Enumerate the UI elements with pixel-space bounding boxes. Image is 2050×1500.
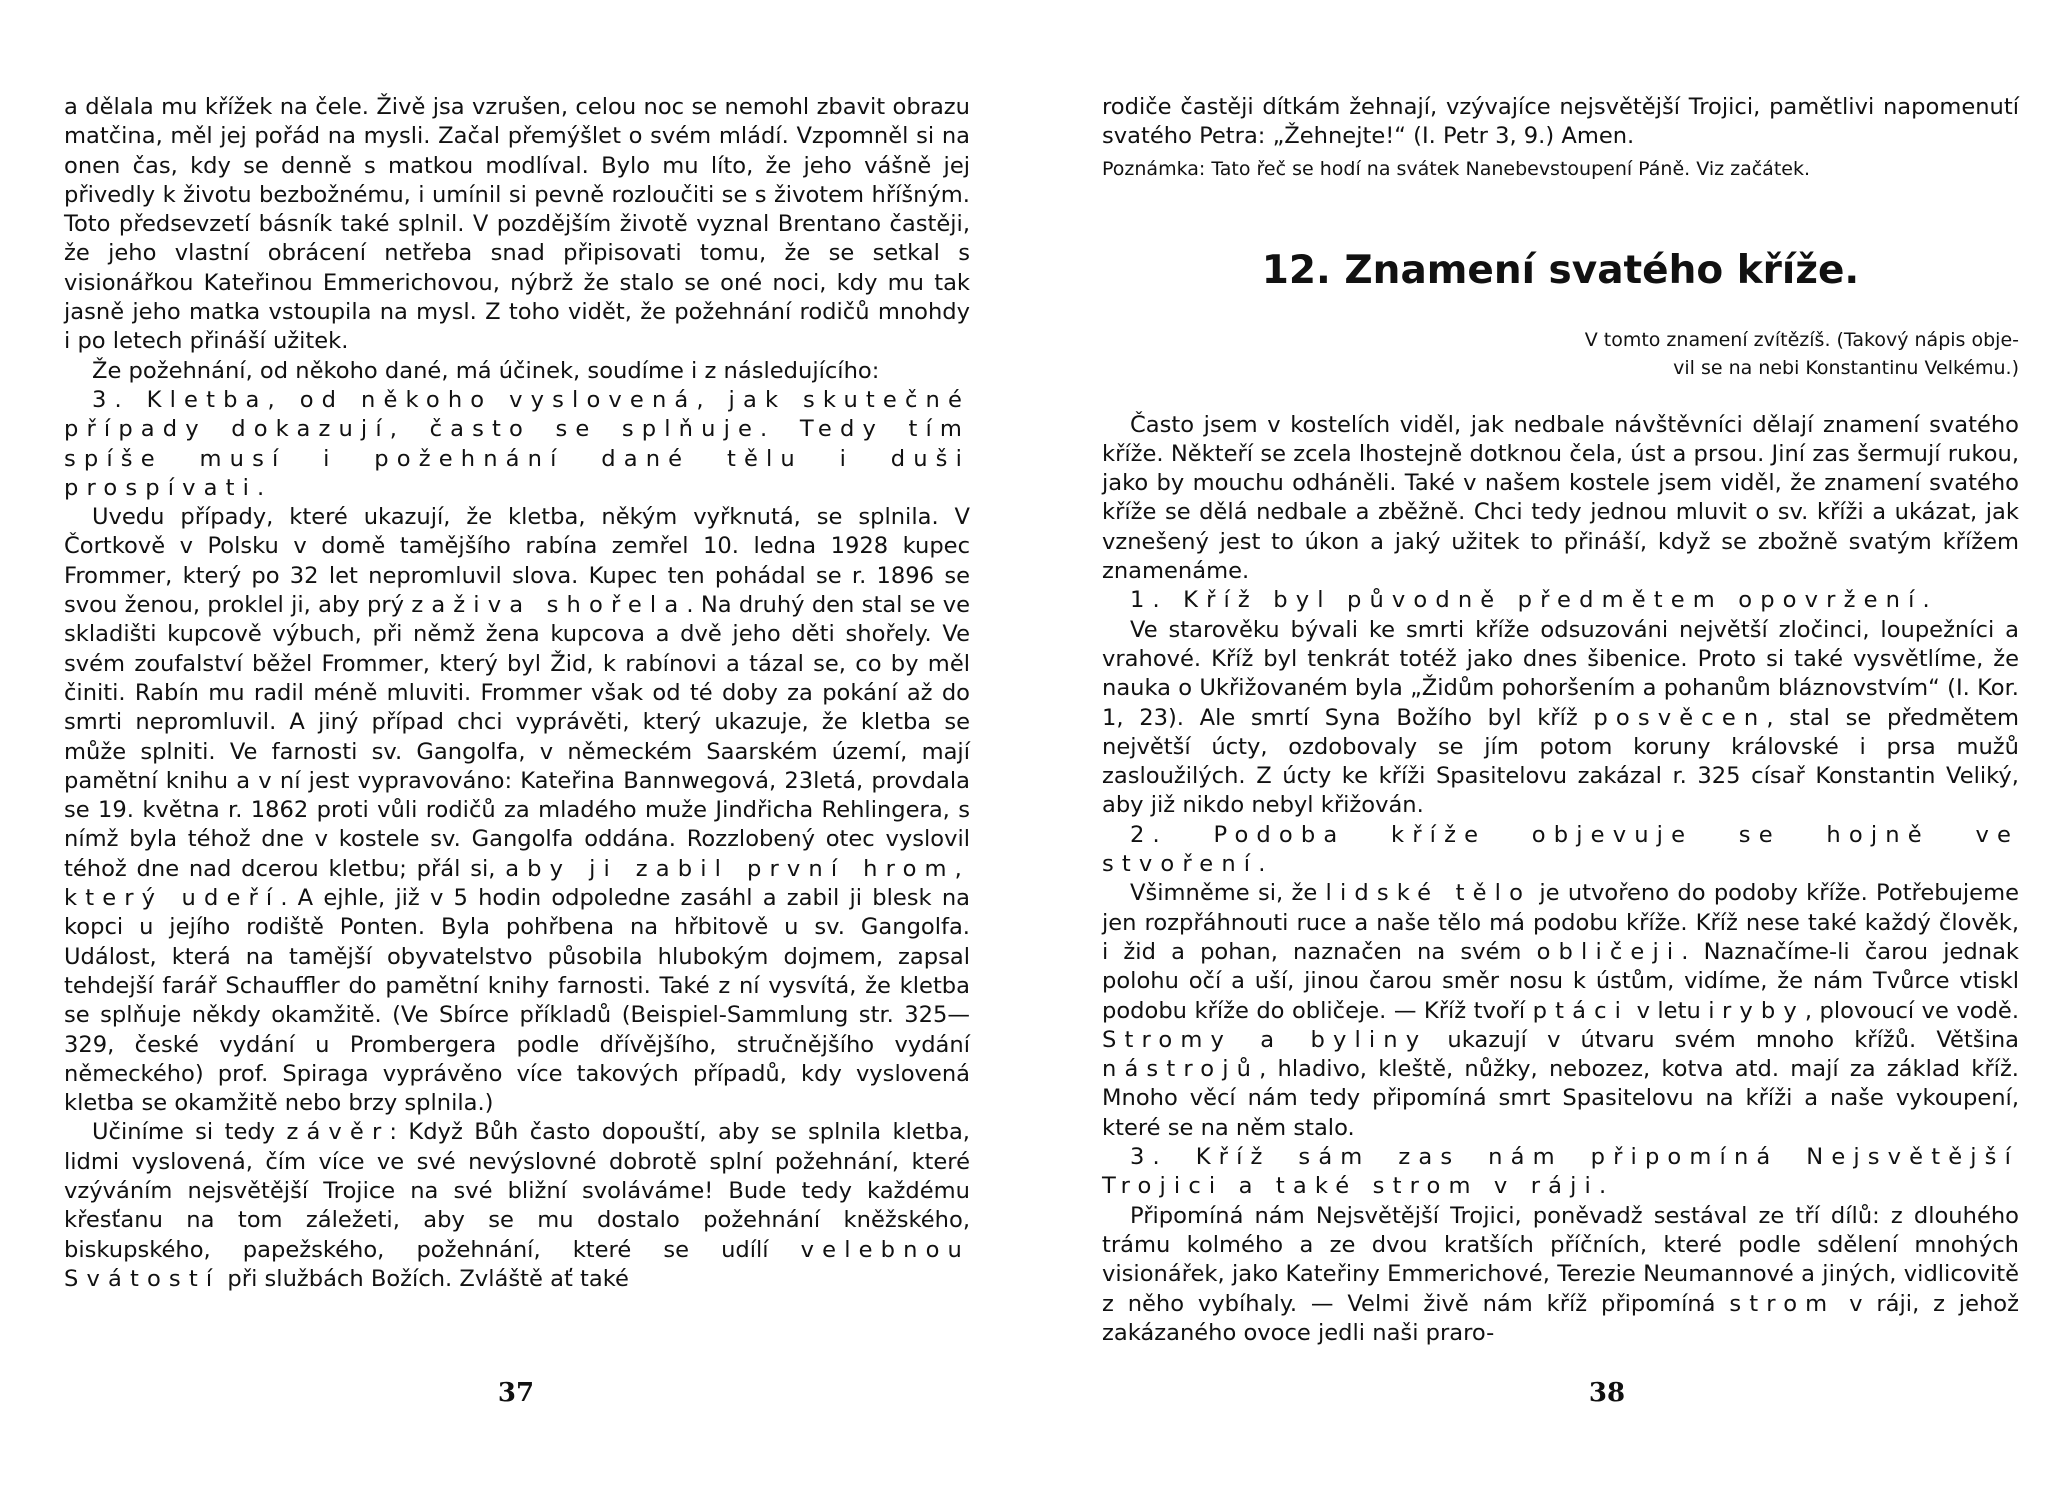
paragraph [64,1118,970,1294]
spaced-emphasis: ptáci [1532,997,1630,1024]
paragraph [1102,879,2019,1143]
paragraph [1102,1143,2019,1202]
text-run: , plovoucí ve vodě. [1804,997,2020,1024]
text-run: . A ejhle, již v 5 hodin odpoledne zasáhl a zabil ji blesk na kopci u jejího rodiště Ponten. Byla pohřbena na hřbitově u sv. Gangolfa. Událost, která na tamější obyvatelstvo působila hlubokým dojmem, zapsal tehdejší farář Schauffler do pamětní knihy farnosti. Také z ní vysvítá, že kletba se splňuje někdy okamžitě. (Ve Sbírce příkladů (Beispiel-Sammlung str. 325—329, české vydání u Prombergera podle dřívějšího, stručnějšího vydání německého) prof. Spiraga vyprávěno více takových případů, kdy vyslovená kletba se okamžitě nebo brzy splnila.) [64,885,970,1117]
chapter-body [1102,411,2019,1349]
text-run: rodiče častěji dítkám žehnají, vzývajíce nejsvětější Trojici, pamětlivi napomenutí svatého Petra: „Žehnejte!“ (I. Petr 3, 9.) Amen. [1102,94,2019,150]
spaced-emphasis: závěr [286,1119,390,1146]
spaced-emphasis: zaživa shořela [411,592,687,619]
text-run: je utvořeno do podoby kříže. Potřebujeme jen rozpřáhnouti ruce a naše tělo má podobu kříže. Kříž nese také každý člověk, i žid a pohan, naznačen na svém [1102,880,2019,965]
spaced-emphasis: velebnou Svátostí [64,1236,970,1292]
spaced-emphasis: ryby [1721,997,1805,1024]
text-run: ukazují v útvaru svém mnoho křížů. Většina [1427,1026,2020,1053]
spaced-emphasis: 3. Kříž sám zas nám připomíná Nejsvětější Trojici a také strom v ráji. [1102,1144,2019,1200]
text-run: při službách Božích. Zvláště ať také [220,1265,629,1292]
page-number-left: 37 [497,1378,535,1408]
chapter-end-text [1102,93,2019,152]
text-run: Ve starověku bývali ke smrti kříže odsuzováni největší zločinci, loupežníci a vrahové. Kříž byl tenkrát totéž jako dnes šibenice. Proto si také vysvětlíme, že nauka o Ukřižovaném byla „Židům pohoršením a pohanům bláznovstvím“ (I. Kor. 1, 23). Ale smrtí Syna Božího byl kříž [1102,616,2019,731]
text-run: Uvedu případy, které ukazují, že kletba, někým vyřknutá, se splnila. V Čortkově v Polsku v domě tamějšího rabína zemřel 10. ledna 1928 kupec Frommer, který po 32 let nepromluvil slova. Kupec ten pohádal se r. 1896 se svou ženou, proklel ji, aby prý [64,504,970,619]
epigraph-line: V tomto znamení zvítězíš. (Takový nápis obje- [1584,328,2019,351]
paragraph [1102,821,2019,880]
text-run: . Na druhý den stal se ve skladišti kupcově výbuch, při němž žena kupcova a dvě jeho děti shořely. Ve svém zoufalství běžel Frommer, který byl Žid, k rabínovi a tázal se, co by měl činiti. Rabín mu radil méně mluviti. Frommer však od té doby za pokání až do smrti nepromluvil. A jiný případ chci vyprávěti, který ukazuje, že kletba se může splniti. Ve farnosti sv. Gangolfa, v německém Saarském území, mají pamětní knihu a v ní jest vypravováno: Kateřina Bannwegová, 23letá, provdala se 19. května r. 1862 proti vůli rodičů za mladého muže Jindřicha Rehlingera, s nímž byla téhož dne v kostele sv. Gangolfa oddána. Rozzlobený otec vyslovil téhož dne nad dcerou kletbu; přál si, [64,592,970,882]
epigraph-line: vil se na nebi Konstantinu Velkému.) [1673,356,2019,379]
text-run: , stal se předmětem největší úcty, ozdobovaly se jím potom koruny královské i prsa mužů zasloužilých. Z úcty ke kříži Spasitelovu zakázal r. 325 císař Konstantin Veliký, aby již nikdo nebyl křižován. [1102,704,2019,819]
paragraph [64,93,970,357]
paragraph [64,503,970,1118]
text-run: Že požehnání, od někoho dané, má účinek, soudíme i z následujícího: [92,357,880,384]
text-run: Připomíná nám Nejsvětější Trojici, poněvadž sestával ze tří dílů: z dlouhého trámu kolmého a ze dvou kratších příčních, které podle sdělení mnohých visionářek, jako Kateřiny Emmerichové, Terezie Neumannové a jiných, vidlicovitě z něho vybíhaly. — Velmi živě nám kříž připomíná [1102,1202,2019,1317]
spaced-emphasis: 3. Kletba, od někoho vyslovená, jak skutečné případy dokazují, často se splňuje. Tedy tím spíše musí i požehnání dané tělu i duši prospívati. [64,386,970,501]
paragraph [64,357,970,386]
text-run: v ráji, z jehož zakázaného ovoce jedli naši praro- [1102,1290,2019,1346]
paragraph [64,386,970,503]
text-run: Všimněme si, že [1130,880,1326,907]
spaced-emphasis: 2. Podoba kříže objevuje se hojně ve stvoření. [1102,821,2019,878]
paragraph [1102,1202,2019,1348]
spaced-emphasis: nástrojů [1102,1056,1260,1083]
chapter-note: Poznámka: Tato řeč se hodí na svátek Nanebevstoupení Páně. Viz začátek. [1102,157,1811,180]
paragraph [1102,93,2019,152]
page-number-right: 38 [1588,1378,1626,1408]
spaced-emphasis: strom [1729,1290,1836,1317]
right-page [1025,0,2050,1500]
right-text-column [1102,93,2019,1348]
left-text-column [64,93,970,1294]
text-run: Často jsem v kostelích viděl, jak nedbale návštěvníci dělají znamení svatého kříže. Někteří se zcela lhostejně dotknou čela, úst a prsou. Jiní zas šermují rukou, jako by mouchu odháněli. Také v našem kostele jsem viděl, že znamení svatého kříže se dělá nedbale a zběžně. Chci tedy jednou mluvit o sv. kříži a ukázat, jak vznešený jest to úkon a jaký užitek to přináší, když se zbožně svatým křížem znamenáme. [1102,411,2019,585]
text-run: a dělala mu křížek na čele. Živě jsa vzrušen, celou noc se nemohl zbavit obrazu matčina, měl jej pořád na mysli. Začal přemýšlet o svém mládí. Vzpomněl si na onen čas, kdy se denně s matkou modlíval. Bylo mu líto, že jeho vášně jej přivedly k životu bezbožnému, i umínil si pevně rozloučiti se s životem hříšným. Toto předsevzetí básník také splnil. V pozdějším životě vyznal Brentano častěji, že jeho vlastní obrácení netřeba snad připisovati tomu, že se setkal s visionářkou Kateřinou Emmerichovou, nýbrž že stalo se oné noci, kdy mu tak jasně jeho matka vstoupila na mysl. Z toho vidět, že požehnání rodičů mnohdy i po letech přináší užitek. [64,94,970,355]
spaced-emphasis: aby ji zabil první hrom, který udeří [64,855,970,912]
spaced-emphasis: posvěcen [1593,704,1767,731]
paragraph [1102,586,2019,615]
text-run: . Naznačíme-li čarou jednak polohu očí a uší, jinou čarou směr nosu k ústům, vidíme, že nám Tvůrce vtiskl podobu kříže do obličeje. — Kříž tvoří [1102,938,2019,1024]
spaced-emphasis: lidské tělo [1325,880,1532,907]
paragraph [1102,616,2019,821]
spaced-emphasis: 1. Kříž byl původně předmětem opovržení. [1130,587,1938,614]
text-run: , hladivo, kleště, nůžky, nebozez, kotva atd. mají za základ kříž. Mnoho věcí nám tedy připomíná smrt Spasitelovu na kříži a naše vykoupení, které se na něm stalo. [1102,1056,2019,1141]
paragraph [1102,411,2019,587]
chapter-heading: 12. Znamení svatého kříže. [1261,247,1860,293]
text-run: : Když Bůh často dopouští, aby se splnila kletba, lidmi vyslovená, čím více ve své nevýslovné dobrotě splní požehnání, které vzýváním nejsvětější Trojice na své bližní svoláváme! Bude tedy každému křesťanu na tom záležeti, aby se mu dostalo požehnání kněžského, biskupského, papežského, požehnání, které se udílí [64,1119,970,1263]
spaced-emphasis: obličeji [1536,938,1682,965]
text-run: Učiníme si tedy [92,1119,287,1146]
chapter-epigraph [1102,326,2019,382]
text-run: v letu i [1629,997,1722,1024]
spaced-emphasis: Stromy a byliny [1102,1026,1428,1053]
